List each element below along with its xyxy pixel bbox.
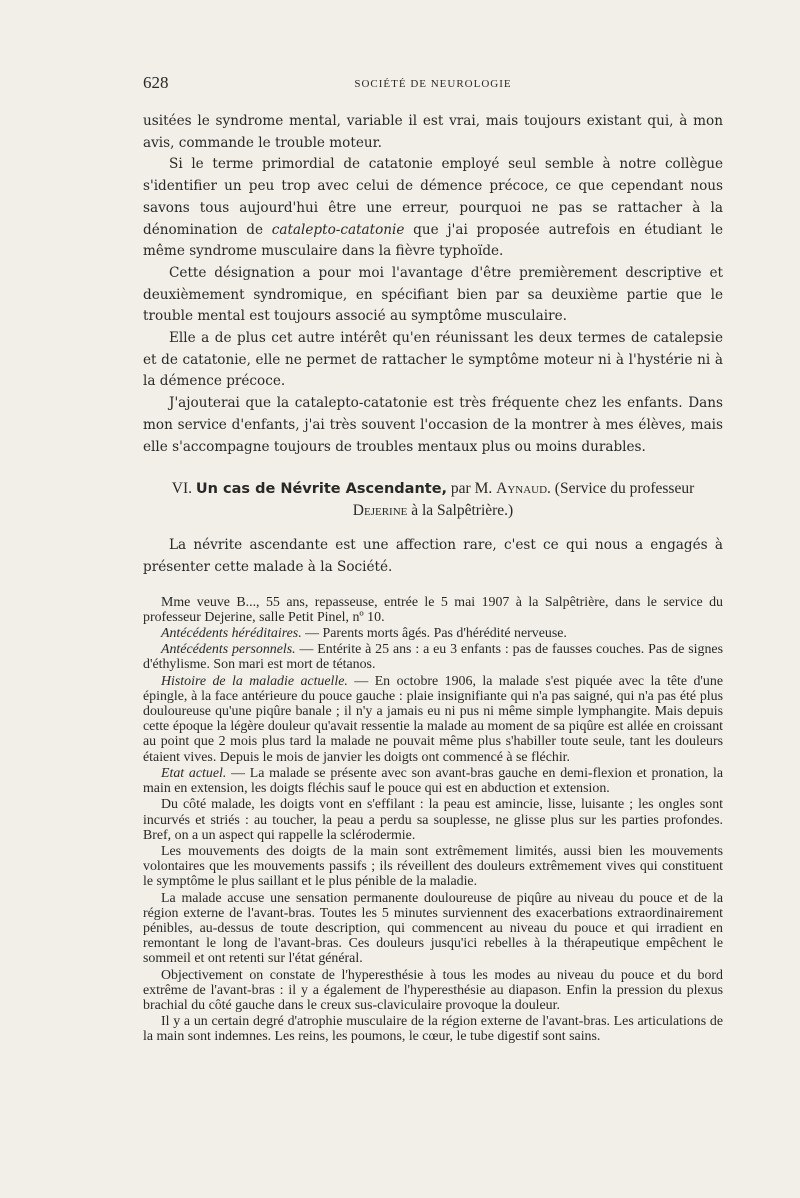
case-paragraph: La malade accuse une sensation permanente douloureuse de piqûre au niveau du pouce et de la région externe de l'avant-bras. Toutes les 5 minutes surviennent des exacerbations extraordinairement pénibles, au-dessus de toute description, qui commencent au niveau du pouce et qui irradient en remontant le long de l'avant-bras. Ces douleurs jusqu'ici rebelles à la thérapeutique empêchent le sommeil et ont retenti sur l'état général. <box>143 890 723 967</box>
emphasized-term: catalepto-catatonie <box>271 221 405 238</box>
section-heading <box>143 478 723 521</box>
section-heading-line2 <box>143 500 723 521</box>
text-span: — Entérite à 25 ans : a eu 3 enfants : pas de fausses couches. Pas de signes d'éthylisme. Son mari est mort de tétanos. <box>143 642 724 673</box>
case-paragraph <box>143 642 723 672</box>
page-header <box>143 73 723 95</box>
paragraph: Cette désignation a pour moi l'avantage d'être premièrement descriptive et deuxièmement syndromique, en spécifiant bien par sa deuxième partie que le trouble mental est toujours associé au symptôme musculaire. <box>143 264 723 325</box>
service-text: . (Service du professeur <box>547 480 695 498</box>
text-span: Si le terme primordial de catatonie employé seul semble à notre collègue s'identifier un peu trop avec celui de démence précoce, ce que cependant nous savons tous aujourd'hui être une erreur, pourquoi ne pas se rattacher à la dénomination de <box>143 156 723 238</box>
byline-text: par M. <box>447 480 497 498</box>
paragraph: La névrite ascendante est une affection rare, c'est ce qui nous a engagés à présenter cette malade à la Société. <box>143 537 723 575</box>
section-title: Un cas de Névrite Ascendante, <box>195 481 448 498</box>
case-label: Antécédents héréditaires. <box>161 626 302 642</box>
text-span: que j'ai proposée autrefois en étudiant le même syndrome musculaire dans la fièvre typhoïde. <box>143 221 723 260</box>
chief-name: Dejerine <box>352 502 408 520</box>
case-paragraph: Il y a un certain degré d'atrophie musculaire de la région externe de l'avant-bras. Les articulations de la main sont indemnes. Les reins, les poumons, le cœur, le tube digestif sont sains. <box>143 1014 723 1045</box>
case-label: Etat actuel. <box>161 765 227 781</box>
case-report <box>143 595 723 1045</box>
page-content <box>143 111 723 1046</box>
case-paragraph <box>143 766 723 796</box>
case-paragraph: Les mouvements des doigts de la main sont extrêmement limités, aussi bien les mouvements volontaires que les mouvements passifs ; ils réveillent des douleurs extrêmement vives qui constituent le symptôme le plus saillant et le plus pénible de la maladie. <box>143 843 723 890</box>
case-paragraph: Du côté malade, les doigts vont en s'effilant : la peau est amincie, lisse, luisante ; les ongles sont incurvés et striés : au toucher, la peau a perdu sa souplesse, ne glisse plus sur les parties profondes. Bref, on a un aspect qui rappelle la sclérodermie. <box>143 797 723 843</box>
text-span: — La malade se présente avec son avant-bras gauche en demi-flexion et pronation, la main en extension, les doigts fléchis sauf le pouce qui est en abduction et extension. <box>143 765 723 797</box>
case-label: Antécédents personnels. <box>161 642 296 658</box>
case-paragraph: Objectivement on constate de l'hyperesthésie à tous les modes au niveau du pouce et du bord extrême de l'avant-bras : il y a également de l'hyperesthésie au diapason. Enfin la pression du plexus brachial du côté gauche dans le creux sus-claviculaire provoque la douleur. <box>143 967 723 1013</box>
paragraph: usitées le syndrome mental, variable il est vrai, mais toujours existant qui, à mon avis, commande le trouble moteur. <box>143 113 723 151</box>
text-span: — En octobre 1906, la malade s'est piquée avec la tête d'une épingle, à la face antérieure du pouce gauche : plaie insignifiante qui n'a pas saigné, qui n'a pas été plus douloureuse qu'une piqûre banale ; il n'y a jamais eu ni pus ni même simple lymphangite. Mais depuis cette époque la légère douleur qu'avait ressentie la malade au moment de sa piqûre est allée en croissant au point que 2 mois plus tard la malade ne pouvait même plus s'habiller toute seule, tant les douleurs étaient vives. Depuis le mois de janvier les doigts ont commencé à se fléchir. <box>143 673 723 765</box>
section-number: VI. <box>171 480 192 498</box>
case-paragraph: Mme veuve B..., 55 ans, repasseuse, entrée le 5 mai 1907 à la Salpêtrière, dans le service du professeur Dejerine, salle Petit Pinel, nº 10. <box>143 594 723 625</box>
case-paragraph <box>143 626 723 641</box>
continued-discussion <box>143 111 723 458</box>
paragraph: J'ajouterai que la catalepto-catatonie est très fréquente chez les enfants. Dans mon service d'enfants, j'ai très souvent l'occasion de la montrer à mes élèves, mais elle s'accompagne toujours de troubles mentaux plus ou moins durables. <box>143 395 723 455</box>
service-text: à la Salpêtrière.) <box>407 502 514 520</box>
page-number: 628 <box>143 73 169 92</box>
text-span: — Parents morts âgés. Pas d'hérédité nerveuse. <box>301 626 567 642</box>
paragraph <box>143 154 723 263</box>
running-head: SOCIÉTÉ DE NEUROLOGIE <box>354 78 512 90</box>
case-paragraph <box>143 674 723 765</box>
section-intro <box>143 535 723 578</box>
author-name: Aynaud <box>496 480 548 498</box>
case-label: Histoire de la maladie actuelle. <box>161 673 348 689</box>
paragraph: Elle a de plus cet autre intérêt qu'en réunissant les deux termes de catalepsie et de catatonie, elle ne permet de rattacher le symptôme moteur ni à l'hystérie ni à la démence précoce. <box>143 330 723 390</box>
